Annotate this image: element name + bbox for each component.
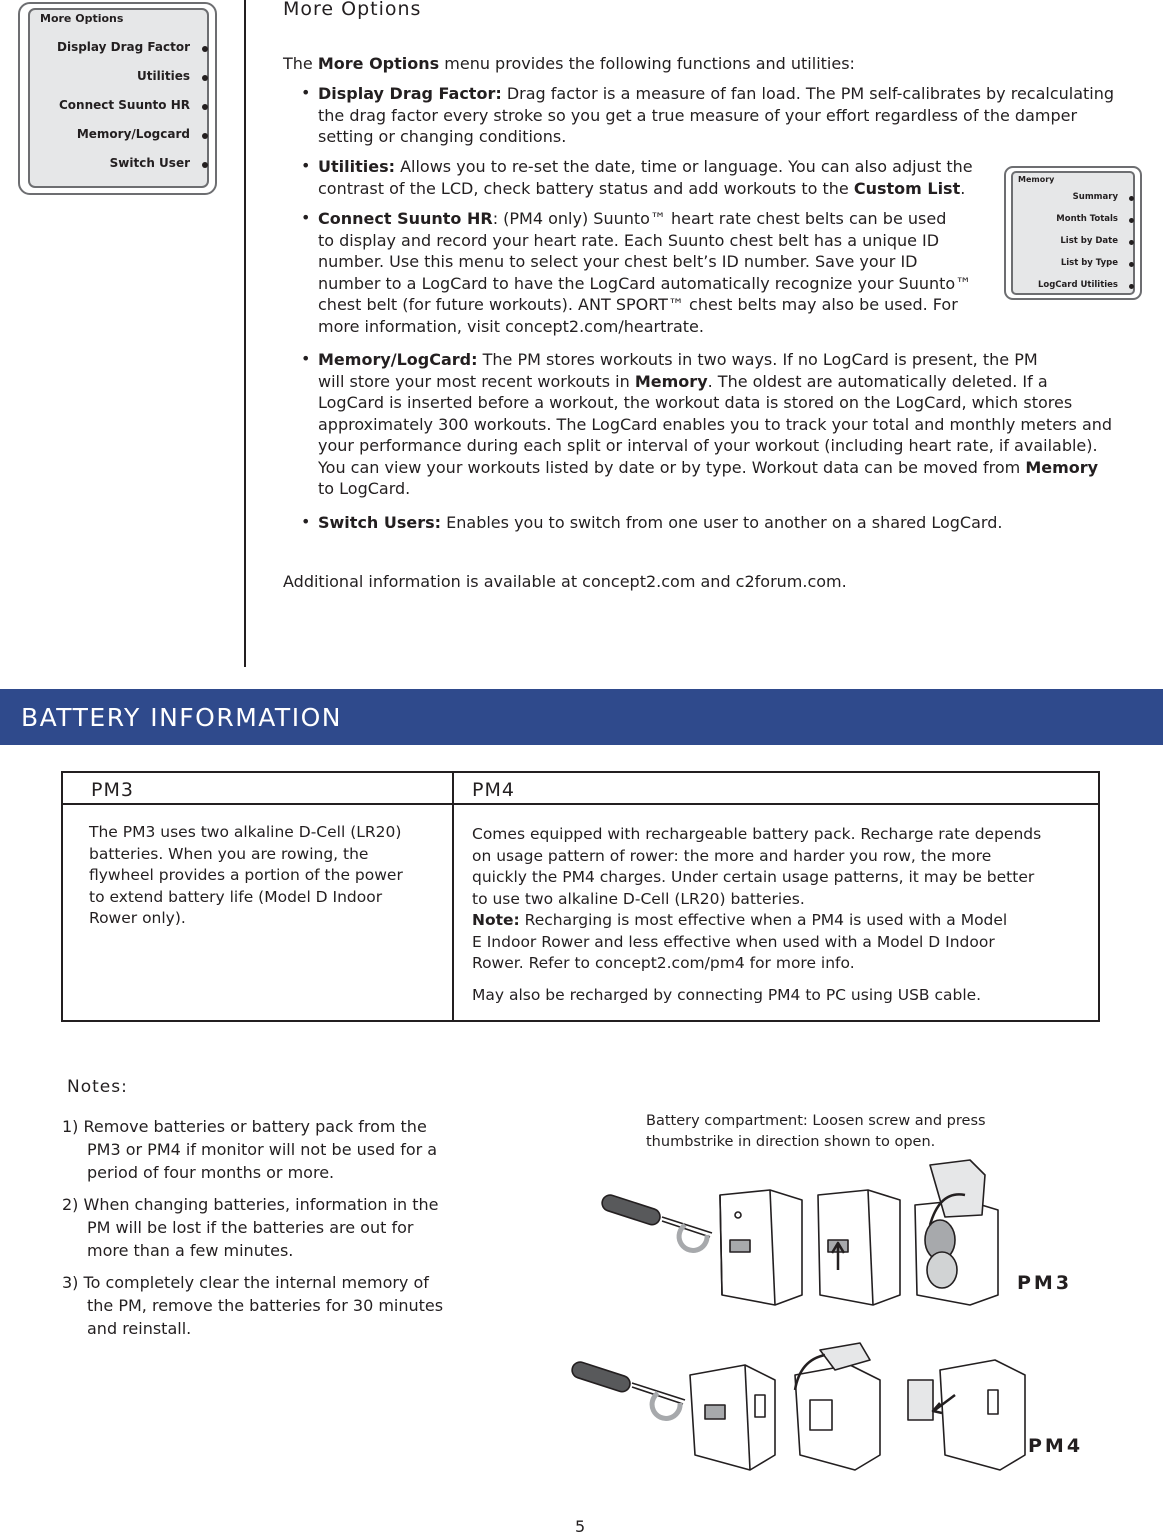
pm4-unit-opening	[795, 1343, 880, 1470]
screwdriver-icon	[600, 1193, 712, 1237]
pm3-unit-closed	[720, 1190, 802, 1305]
table-rule	[63, 803, 1098, 805]
lcd-menu-item: Summary	[1072, 192, 1118, 202]
lcd-menu-item: List by Date	[1060, 236, 1118, 246]
table-rule	[452, 773, 454, 1020]
bullet-connect-suunto-hr: Connect Suunto HR: (PM4 only) Suunto™ heart rate chest belts can be used to display and record your heart rate. Each Suunto chest belt has a unique ID number. Use this menu to select your chest belt’s ID number. Save your ID number to a LogCard to have the LogCard automatically recognize your Suunto™ chest belt (for future workouts). ANT SPORT™ chest belts may also be used. For more information, visit concept2.com/heartrate.	[318, 209, 972, 336]
bullet-switch-users: Switch Users: Enables you to switch from one user to another on a shared LogCard.	[318, 513, 1003, 532]
bullet-dot: •	[301, 83, 311, 102]
note-item: 1) Remove batteries or battery pack from the PM3 or PM4 if monitor will not be used for a period of four months or more.	[62, 1117, 438, 1182]
lcd-button-dot	[1129, 218, 1134, 223]
pm3-header: PM3	[91, 779, 134, 801]
bullet-dot: •	[301, 208, 311, 227]
bullet-memory-logcard: Memory/LogCard: The PM stores workouts in two ways. If no LogCard is present, the PM will store your most recent workouts in Memory. The oldest are automatically deleted. If a LogCard is inserted before a workout, the workout data is stored on the LogCard, which stores approximately 300 workouts. The LogCard enables you to track your total and monthly meters and your performance during each split or interval of your workout (including heart rate, if available). You can view your workouts listed by date or by type. Workout data can be moved from Memory to LogCard.	[318, 350, 1113, 498]
page-number: 5	[575, 1517, 586, 1536]
battery-banner	[0, 689, 1163, 745]
memory-lcd-screen	[1011, 171, 1135, 295]
lcd-button-dot	[1129, 284, 1134, 289]
battery-table	[61, 771, 1100, 1022]
note-item: 3) To completely clear the internal memory of the PM, remove the batteries for 30 minutes and reinstall.	[62, 1273, 444, 1338]
pm3-unit-open	[915, 1160, 998, 1305]
lcd-button-dot	[202, 133, 208, 139]
lcd-button-dot	[1129, 262, 1134, 267]
column-divider	[244, 0, 246, 667]
lcd-menu-item: Display Drag Factor	[57, 40, 190, 54]
lcd-button-dot	[202, 162, 208, 168]
lcd-button-dot	[1129, 240, 1134, 245]
battery-compartment-illustration	[570, 1155, 1100, 1485]
lcd-menu-item: Memory/Logcard	[76, 127, 190, 141]
bullet-dot: •	[301, 512, 311, 531]
notes-list	[62, 1115, 443, 1340]
bullet-dot: •	[301, 349, 311, 368]
more-options-lcd	[18, 2, 217, 195]
screwdriver-icon	[570, 1360, 685, 1404]
pm4-unit-open	[908, 1360, 1025, 1470]
lcd-menu-item: Utilities	[137, 69, 190, 83]
more-options-lcd-screen	[28, 8, 209, 188]
lcd-button-dot	[1129, 196, 1134, 201]
pm4-description: Comes equipped with rechargeable battery pack. Recharge rate depends on usage pattern of rower: the more and harder you row, the more quickly the PM4 charges. Under certain usage patterns, it may be better to use two alkaline D-Cell (LR20) batteries. Note: Recharging is most effective when a PM4 is used with a Model E Indoor Rower and less effective when used with a Model D Indoor Rower. Refer to concept2.com/pm4 for more info. May also be recharged by connecting PM4 to PC using USB cable.	[472, 825, 1042, 1004]
bullet-dot: •	[301, 156, 311, 175]
pm4-label: PM4	[1028, 1435, 1084, 1457]
bullet-display-drag-factor: Display Drag Factor: Drag factor is a measure of fan load. The PM self-calibrates by recalculating the drag factor every stroke so you get a true measure of your effort regardless of the damper setting or changing conditions.	[318, 84, 1115, 146]
banner-title: BATTERY INFORMATION	[21, 703, 342, 732]
lcd-button-dot	[202, 75, 208, 81]
lcd-menu-item: List by Type	[1060, 258, 1118, 268]
note-item: 2) When changing batteries, information in the PM will be lost if the batteries are out for more than a few minutes.	[62, 1195, 439, 1260]
intro-paragraph: The More Options menu provides the following functions and utilities:	[283, 54, 855, 73]
lcd-menu-item: Month Totals	[1056, 214, 1118, 224]
lcd-menu-item: LogCard Utilities	[1037, 280, 1118, 290]
lcd-menu-item: Connect Suunto HR	[58, 98, 190, 112]
figure-caption: Battery compartment: Loosen screw and press thumbstrike in direction shown to open.	[646, 1113, 986, 1150]
pm3-description: The PM3 uses two alkaline D-Cell (LR20) batteries. When you are rowing, the flywheel provides a portion of the power to extend battery life (Model D Indoor Rower only).	[89, 823, 403, 927]
lcd-button-dot	[202, 46, 208, 52]
bullet-utilities: Utilities: Allows you to re-set the date, time or language. You can also adjust the contrast of the LCD, check battery status and add workouts to the Custom List.	[318, 157, 973, 198]
additional-info: Additional information is available at concept2.com and c2forum.com.	[283, 572, 847, 591]
lcd-menu-item: Switch User	[109, 156, 190, 170]
pm4-header: PM4	[472, 779, 515, 801]
notes-title: Notes:	[67, 1077, 128, 1097]
memory-lcd	[1004, 166, 1142, 300]
lcd-title: Memory	[1018, 175, 1055, 184]
pm3-label: PM3	[1017, 1272, 1073, 1294]
pm3-unit-opening	[818, 1190, 900, 1305]
section-heading: More Options	[283, 0, 422, 20]
lcd-button-dot	[202, 104, 208, 110]
lcd-title: More Options	[40, 12, 124, 25]
pm4-unit-closed	[690, 1365, 775, 1470]
